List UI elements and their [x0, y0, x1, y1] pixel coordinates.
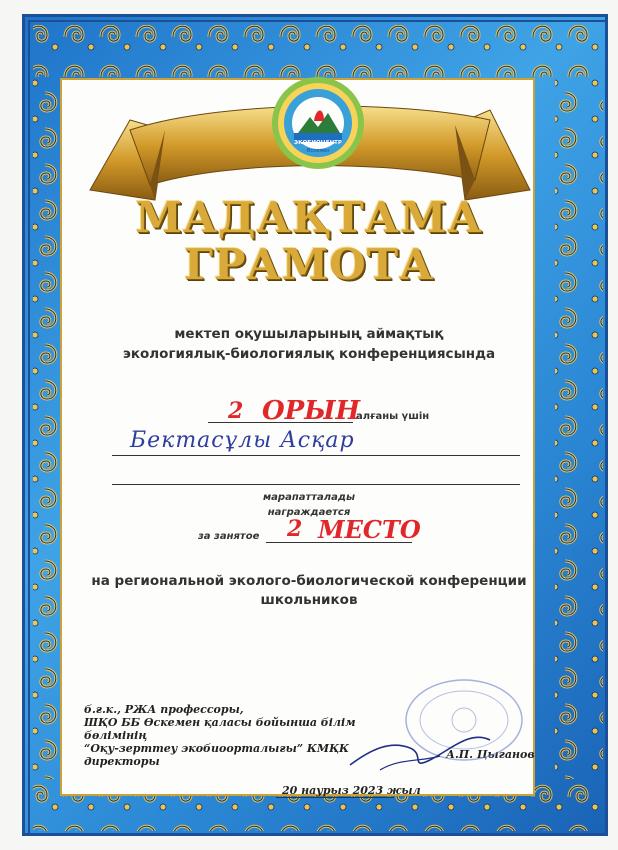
- place-number-ru: 2: [287, 516, 303, 542]
- signatory-line2: ШҚО ББ Өскемен қаласы бойынша білім бөлімінің: [84, 716, 356, 742]
- place-suffix-kz: алғаны үшін: [356, 411, 430, 422]
- event-ru-line2: школьников: [260, 592, 358, 608]
- place-word-kz: ОРЫН: [262, 396, 361, 426]
- signatory-name: А.П. Цыганов: [446, 748, 535, 761]
- signatory-line3: “Оқу-зерттеу экобиоорталығы” КМҚК: [84, 742, 350, 755]
- issue-date: 20 наурыз 2023 жыл: [282, 784, 421, 797]
- signatory-line1: б.ғ.к., РЖА профессоры,: [84, 703, 244, 716]
- title-kazakh: МАДАҚТАМА: [135, 193, 483, 242]
- signatory-line4: директоры: [84, 755, 160, 768]
- ecobiocenter-logo: [270, 68, 366, 178]
- recipient-name: Бектасұлы Асқар: [130, 428, 355, 453]
- for-taken-ru: за занятое: [198, 531, 260, 542]
- awarded-kz: марапатталады: [262, 492, 356, 503]
- awarded-ru: награждается: [267, 507, 351, 518]
- logo-text-top: ЭКОБИОЦЕНТР: [294, 140, 342, 146]
- handwritten-signature: [340, 720, 500, 780]
- date-underline: [276, 797, 394, 798]
- event-kz-line1: мектеп оқушыларының аймақтық: [174, 326, 444, 342]
- place-word-ru: МЕСТО: [318, 515, 421, 544]
- event-ru-line1: на региональной эколого-биологической конференции: [91, 573, 527, 589]
- title-russian: ГРАМОТА: [183, 240, 435, 289]
- recipient-underline-2: [112, 484, 520, 485]
- recipient-underline-1: [112, 455, 520, 456]
- place-number-kz: 2: [228, 398, 244, 424]
- event-kz-line2: экологиялық-биологиялық конференциясында: [122, 346, 496, 362]
- logo-text-bottom: Өскемен: [306, 148, 330, 154]
